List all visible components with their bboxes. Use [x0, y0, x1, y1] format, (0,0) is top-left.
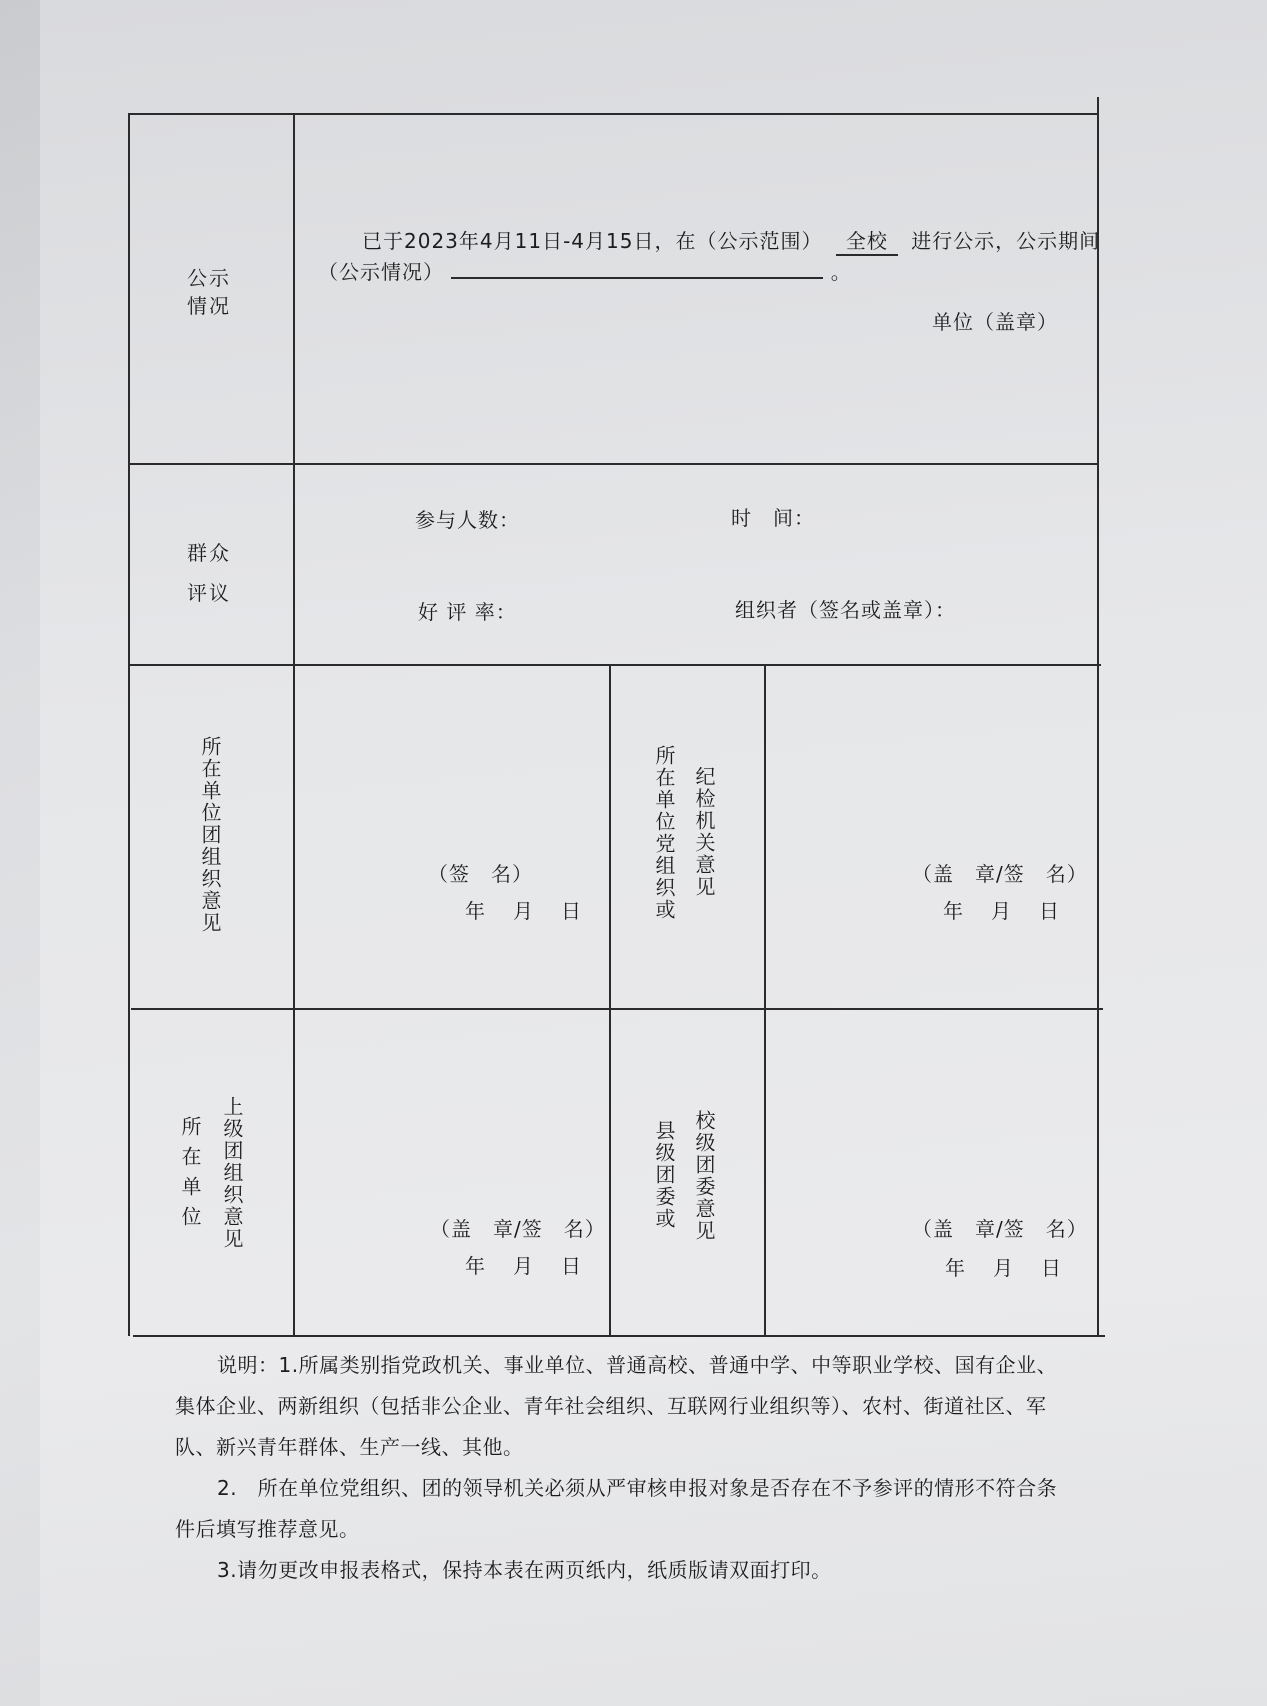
- party-org-sign: （盖 章/签 名）: [912, 862, 1088, 886]
- table-mid-label-divider: [764, 664, 766, 1336]
- table-border-top: [128, 113, 1097, 115]
- county-league-sign: （盖 章/签 名）: [912, 1217, 1088, 1241]
- superior-league-label-a: 所在单位: [178, 1116, 202, 1236]
- publicity-line2: [318, 256, 852, 285]
- table-divider-1: [128, 463, 1098, 465]
- approval-label: 好 评 率：: [418, 600, 517, 624]
- publicity-blank: [451, 257, 823, 279]
- table-mid-divider: [609, 664, 611, 1336]
- county-league-label-b: 校级团委意见: [692, 1110, 716, 1242]
- table-border-left: [128, 113, 130, 1336]
- publicity-stamp: 单位（盖章）: [932, 310, 1058, 334]
- table-label-divider: [293, 113, 295, 1336]
- organizer-label: 组织者（签名或盖章）：: [735, 598, 956, 622]
- unit-league-label: 所在单位团组织意见: [198, 736, 222, 934]
- unit-league-sign: （签 名）: [428, 862, 533, 886]
- table-divider-2: [129, 664, 1101, 666]
- publicity-line1: [362, 225, 1100, 256]
- note-3: 3.请勿更改申报表格式，保持本表在两页纸内，纸质版请双面打印。: [217, 1558, 832, 1582]
- superior-league-label-b: 上级团组织意见: [220, 1096, 244, 1250]
- table-divider-3: [131, 1008, 1103, 1010]
- unit-league-date: 年 月 日: [465, 899, 585, 923]
- table-border-bottom: [133, 1335, 1105, 1337]
- table-border-right: [1097, 97, 1099, 1336]
- participants-label: 参与人数：: [415, 508, 520, 532]
- note-1: 说明：1.所属类别指党政机关、事业单位、普通高校、普通中学、中等职业学校、国有企业、集体企业、两新组织（包括非公企业、青年社会组织、互联网行业组织等）、农村、街道社区、军队、新兴青年群体、生产一线、其他。: [175, 1353, 1058, 1459]
- county-league-label-a: 县级团委或: [652, 1120, 676, 1230]
- note-2: 2. 所在单位党组织、团的领导机关必须从严审核申报对象是否存在不予参评的情形不符合条件后填写推荐意见。: [175, 1476, 1058, 1541]
- mass-review-label: 群众评议: [187, 541, 231, 605]
- party-org-label-b: 纪检机关意见: [692, 766, 716, 898]
- publicity-line1-text: 已于2023年4月11日-4月15日，在（公示范围）: [362, 229, 823, 253]
- publicity-scope: 全校: [836, 225, 898, 256]
- publicity-label: 公示情况: [187, 266, 231, 318]
- publicity-line1-end: 进行公示，公示期间: [911, 229, 1101, 253]
- county-league-date: 年 月 日: [945, 1256, 1065, 1280]
- party-org-date: 年 月 日: [943, 899, 1063, 923]
- time-label: 时 间：: [731, 506, 815, 530]
- notes: [175, 1345, 1075, 1591]
- publicity-line2-end: 。: [830, 260, 852, 284]
- party-org-label-a: 所在单位党组织或: [652, 745, 676, 921]
- superior-league-date: 年 月 日: [465, 1254, 585, 1278]
- publicity-line2-prefix: （公示情况）: [318, 260, 444, 284]
- superior-league-sign: （盖 章/签 名）: [430, 1217, 606, 1241]
